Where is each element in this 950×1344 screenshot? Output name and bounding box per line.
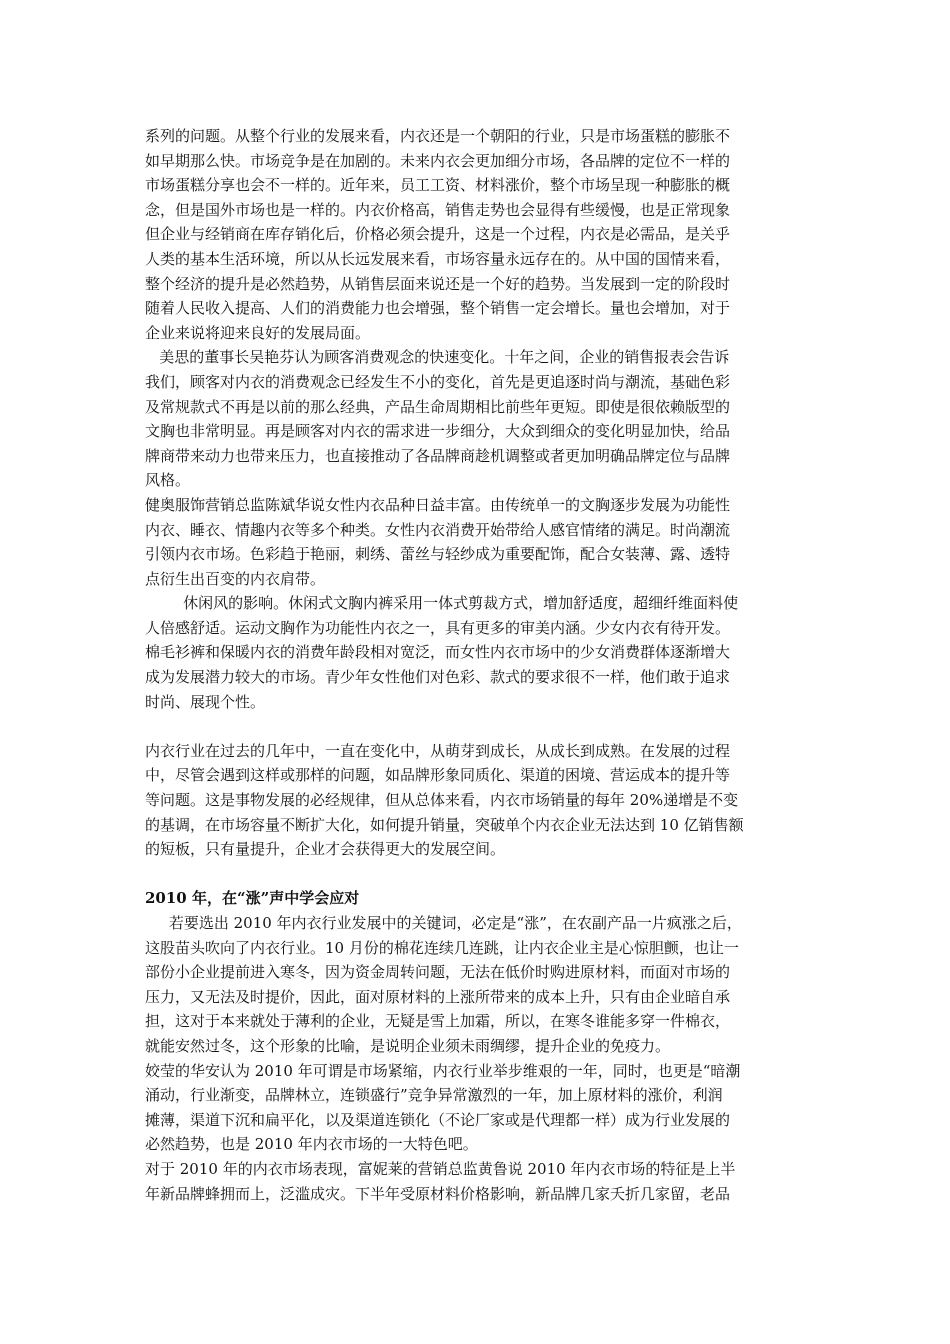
text-line: 随着人民收入提高、人们的消费能力也会增强，整个销售一定会增长。量也会增加，对于 [145, 299, 731, 318]
text-line: 系列的问题。从整个行业的发展来看，内衣还是一个朝阳的行业，只是市场蛋糕的膨胀不 [145, 127, 731, 145]
text-line: 文胸也非常明显。再是顾客对内衣的需求进一步细分，大众到细众的变化明显加快，给品 [145, 422, 731, 441]
text-line: 念，但是国外市场也是一样的。内衣价格高，销售走势也会显得有些缓慢，也是正常现象 [145, 200, 731, 219]
text-line: 的基调，在市场容量不断扩大化，如何提升销量，突破单个内衣企业无法达到 10 亿销售额 [145, 815, 744, 834]
text-line: 休闲风的影响。休闲式文胸内裤采用一体式剪裁方式，增加舒适度，超细纤维面料使 [145, 594, 739, 613]
text-line: 我们，顾客对内衣的消费观念已经发生不小的变化，首先是更追逐时尚与潮流，基础色彩 [145, 372, 731, 391]
para-casual-style [145, 591, 815, 714]
para-meisi-chairman [145, 345, 815, 493]
text-line: 美思的董事长吴艳芬认为顾客消费观念的快速变化。十年之间，企业的销售报表会告诉 [145, 348, 730, 367]
text-line: 风格。 [145, 471, 191, 490]
text-line: 点衍生出百变的内衣肩带。 [145, 569, 326, 588]
paragraph-spacer [145, 862, 815, 887]
text-line: 等问题。这是事物发展的必经规律，但从总体来看，内衣市场销量的每年 20%递增是不变 [145, 791, 739, 810]
text-line: 年新品牌蜂拥而上，泛滥成灾。下半年受原材料价格影响，新品牌几家夭折几家留，老品 [145, 1184, 731, 1203]
text-line: 企业来说将迎来良好的发展局面。 [145, 323, 371, 342]
para-rising-costs [145, 911, 815, 1059]
text-line: 人倍感舒适。运动文胸作为功能性内衣之一，具有更多的审美内涵。少女内衣有待开发。 [145, 618, 731, 637]
text-line: 时尚、展现个性。 [145, 692, 266, 711]
text-line: 涌动，行业渐变，品牌林立，连锁盛行”竞争异常激烈的一年，加上原材料的涨价，利润 [145, 1086, 723, 1105]
text-line: 压力，又无法及时提价，因此，面对原材料的上涨所带来的成本上升，只有由企业暗自承 [145, 987, 731, 1006]
text-line: 这股苗头吹向了内衣行业。10 月份的棉花连续几连跳，让内衣企业主是心惊胆颤，也让一 [145, 938, 739, 957]
text-line: 及常规款式不再是以前的那么经典，产品生命周期相比前些年更短。即使是很依赖版型的 [145, 397, 731, 416]
paragraph-spacer [145, 714, 815, 739]
text-line: 内衣、睡衣、情趣内衣等多个种类。女性内衣消费开始带给人感官情绪的满足。时尚潮流 [145, 520, 731, 539]
text-line: 的短板，只有量提升，企业才会获得更大的发展空间。 [145, 840, 506, 859]
para-jianao-marketing [145, 493, 815, 591]
para-funilai-marketing [145, 1157, 815, 1206]
text-line: 但企业与经销商在库存销化后，价格必须会提升，这是一个过程，内衣是必需品，是关乎 [145, 225, 731, 244]
text-line: 棉毛衫裤和保暖内衣的消费年龄段相对宽泛，而女性内衣市场中的少女消费群体逐渐增大 [145, 643, 731, 662]
para-industry-outlook [145, 124, 815, 345]
text-line: 引领内衣市场。色彩趋于艳丽，刺绣、蕾丝与轻纱成为重要配饰，配合女装薄、露、透特 [145, 545, 731, 564]
text-line: 就能安然过冬，这个形象的比喻，是说明企业须未雨绸缪，提升企业的免疫力。 [145, 1036, 671, 1055]
text-line: 姣莹的华安认为 2010 年可谓是市场紧缩，内衣行业举步维艰的一年，同时，也更是“暗潮 [145, 1061, 741, 1080]
text-line: 必然趋势，也是 2010 年内衣市场的一大特色吧。 [145, 1135, 478, 1154]
text-line: 健奥服饰营销总监陈斌华说女性内衣品种日益丰富。由传统单一的文胸逐步发展为功能性 [145, 495, 731, 514]
para-jiaoying-huaan [145, 1059, 815, 1157]
text-line: 内衣行业在过去的几年中，一直在变化中，从萌芽到成长，从成长到成熟。在发展的过程 [145, 741, 731, 760]
section-heading-2010 [145, 886, 815, 911]
para-industry-growth [145, 739, 815, 862]
text-line: 人类的基本生活环境，所以从长远发展来看，市场容量永远存在的。从中国的国情来看， [145, 249, 731, 268]
heading-line: 2010 年，在“涨”声中学会应对 [145, 889, 360, 908]
text-line: 成为发展潜力较大的市场。青少年女性他们对色彩、款式的要求很不一样，他们敢于追求 [145, 668, 731, 687]
text-line: 部份小企业提前进入寒冬，因为资金周转问题，无法在低价时购进原材料，而面对市场的 [145, 963, 731, 982]
text-line: 担，这对于本来就处于薄利的企业，无疑是雪上加霜，所以，在寒冬谁能多穿一件棉衣， [145, 1012, 731, 1031]
text-line: 牌商带来动力也带来压力，也直接推动了各品牌商趁机调整或者更加明确品牌定位与品牌 [145, 446, 731, 465]
text-line: 摊薄，渠道下沉和扁平化，以及渠道连锁化（不论厂家或是代理都一样）成为行业发展的 [145, 1110, 731, 1129]
document-page [145, 124, 815, 1206]
text-line: 对于 2010 年的内衣市场表现，富妮莱的营销总监黄鲁说 2010 年内衣市场的特征是上半 [145, 1159, 736, 1178]
text-line: 若要选出 2010 年内衣行业发展中的关键词，必定是“涨”，在农副产品一片疯涨之后， [145, 914, 742, 932]
text-line: 整个经济的提升是必然趋势，从销售层面来说还是一个好的趋势。当发展到一定的阶段时 [145, 274, 731, 293]
text-line: 如早期那么快。市场竞争是在加剧的。未来内衣会更加细分市场，各品牌的定位不一样的 [145, 151, 731, 170]
text-line: 市场蛋糕分享也会不一样的。近年来，员工工资、材料涨价，整个市场呈现一种膨胀的概 [145, 176, 731, 195]
text-line: 中，尽管会遇到这样或那样的问题，如品牌形象同质化、渠道的困境、营运成本的提升等 [145, 766, 731, 785]
